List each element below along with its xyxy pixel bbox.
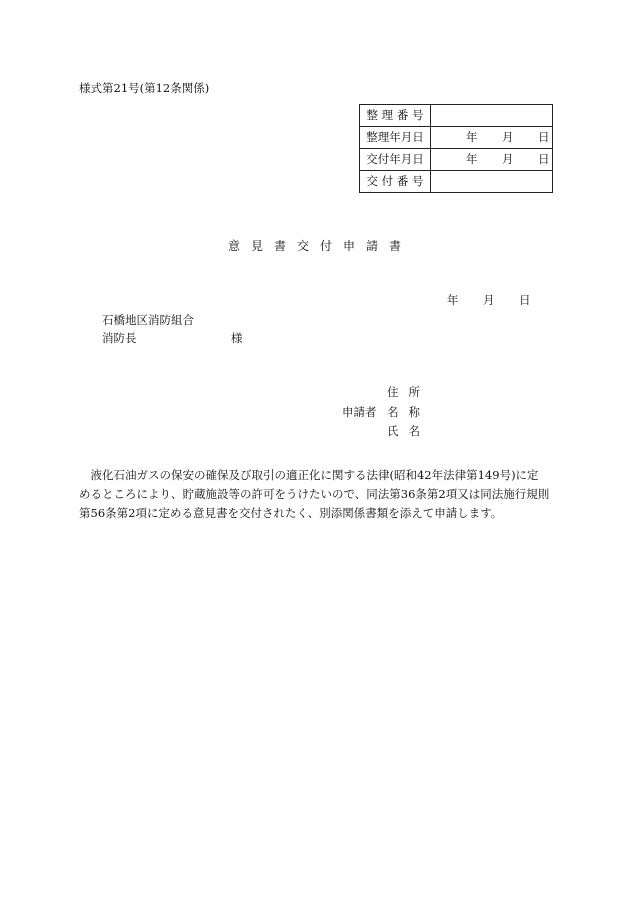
body-line: めるところにより、貯蔵施設等の許可をうけたいので、同法第36条第2項又は同法施行規則	[79, 487, 550, 501]
document-title: 意見書交付申請書	[228, 239, 413, 253]
filing-date-month: 月	[502, 130, 514, 144]
application-body	[79, 466, 555, 523]
applicant-name-label: 氏名	[387, 424, 430, 438]
issue-date-year: 年	[466, 152, 478, 166]
table-row	[360, 171, 553, 193]
filing-date-label: 整理年月日	[360, 127, 431, 149]
addressee-organization: 石橋地区消防組合	[102, 313, 194, 327]
issue-date-label: 交付年月日	[360, 149, 431, 171]
applicant-address-label: 住所	[387, 385, 430, 399]
application-date-year: 年	[447, 293, 459, 307]
issue-date-day: 日	[538, 152, 550, 166]
issue-number-label: 交 付 番 号	[360, 171, 431, 193]
table-row	[360, 127, 553, 149]
application-date-day: 日	[519, 293, 531, 307]
filing-date-field[interactable]	[431, 127, 553, 149]
addressee-title: 消防長	[102, 331, 137, 345]
issue-number-field[interactable]	[431, 171, 553, 193]
table-row	[360, 105, 553, 127]
table-row	[360, 149, 553, 171]
body-line: 第56条第2項に定める意見書を交付されたく、別添関係書類を添えて申請します。	[79, 506, 503, 520]
filing-number-label: 整 理 番 号	[360, 105, 431, 127]
applicant-corporate-name-label: 名称	[387, 405, 430, 419]
administrative-table	[359, 104, 553, 193]
filing-date-year: 年	[466, 130, 478, 144]
addressee-honorific: 様	[231, 331, 243, 345]
body-line: 液化石油ガスの保安の確保及び取引の適正化に関する法律(昭和42年法律第149号)に定	[79, 468, 539, 482]
applicant-role-label: 申請者	[342, 405, 377, 419]
issue-date-month: 月	[502, 152, 514, 166]
filing-number-field[interactable]	[431, 105, 553, 127]
form-number: 様式第21号(第12条関係)	[79, 81, 210, 95]
filing-date-day: 日	[538, 130, 550, 144]
issue-date-field[interactable]	[431, 149, 553, 171]
application-date-month: 月	[483, 293, 495, 307]
